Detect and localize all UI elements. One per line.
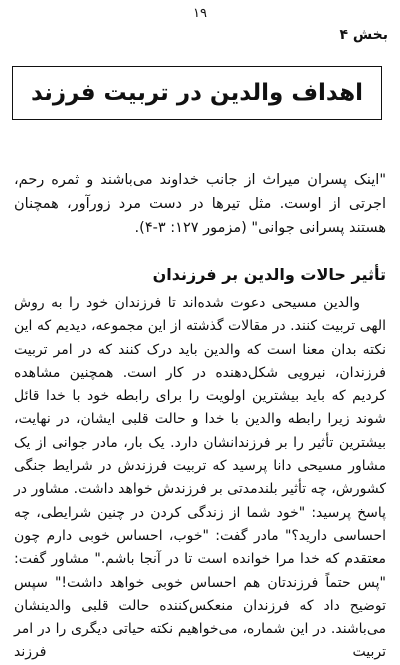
section-subheading: تأثیر حالات والدین بر فرزندان bbox=[152, 265, 386, 284]
body-paragraph: والدین مسیحی دعوت شده‌اند تا فرزندان خود را به روش الهی تربیت کنند. در مقالات گذشته از این مجموعه، دیدیم که این نکته بدان معنا است که والدین باید درک کنند که در امر تربیت فرزندان، نیرویی شکل‌دهنده در کار است. همچنین مشاهده کردیم که باید بیشترین اولویت را برای رابطه خود با خدا قائل شوند زیرا رابطه والدین با خدا و حالت قلبی ایشان، در نهایت، بیشترین تأثیر را بر فرزندانشان دارد. یک بار، مادر جوانی از یک مشاور مسیحی دانا پرسید که تربیت فرزندش در شرایط جنگی کشورش، چه تأثیر بلندمدتی بر فرزندش خواهد داشت. مشاور در پاسخ پرسید: "خود شما از زندگی کردن در چنین شرایطی، چه احساسی دارید؟" مادر گفت: "خوب، احساس خوبی دارم چون معتقدم که خدا مرا خوانده است تا در آنجا باشم." مشاور گفت: "پس حتماً فرزندتان هم احساس خوبی خواهد داشت!" سپس توضیح داد که فرزندان منعکس‌کننده حالت قلبی والدینشان می‌باشند. در این شماره، می‌خواهیم نکته حیاتی دیگری را در امر تربیت فرزند bbox=[14, 295, 386, 661]
page-number: ۱۹ bbox=[193, 6, 207, 21]
scripture-quote: "اینک پسران میراث از جانب خداوند می‌باشند و ثمره رحم، اجرتی از اوست. مثل تیرها در دست مرد زورآور، همچنان هستند پسرانی جوانی" (مزمور ۱۲۷: ۳-۴). bbox=[14, 172, 386, 236]
chapter-title: اهداف والدین در تربیت فرزند bbox=[30, 80, 364, 106]
title-frame bbox=[12, 66, 382, 120]
body-text bbox=[14, 292, 386, 665]
section-label: بخش ۴ bbox=[339, 27, 388, 43]
